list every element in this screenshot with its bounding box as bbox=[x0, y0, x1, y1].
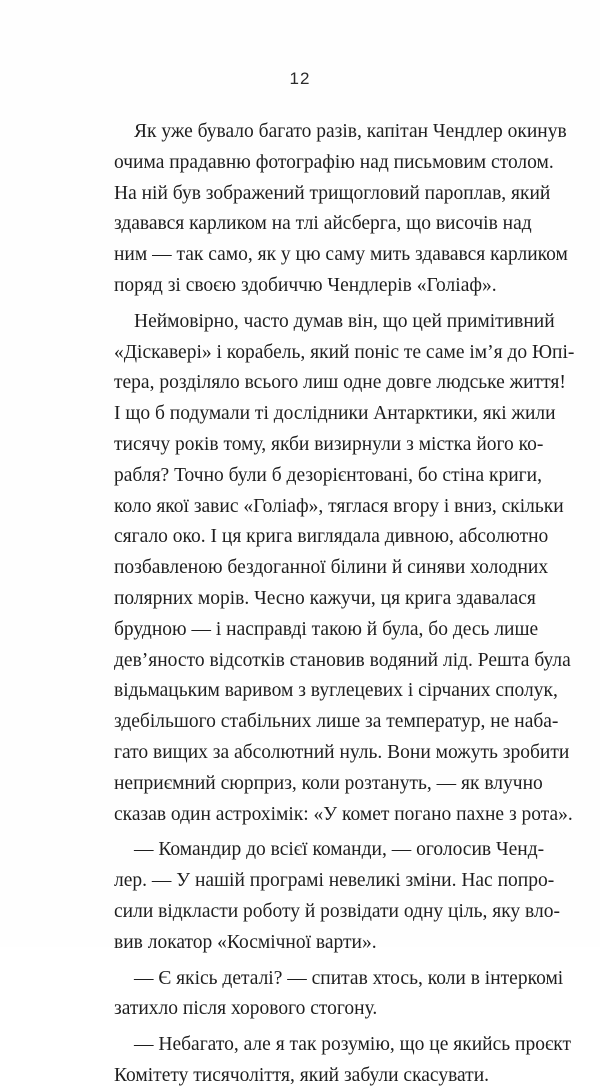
text-line: — Є якісь деталі? — спитав хтось, коли в інтеркомі bbox=[134, 967, 564, 989]
paragraph bbox=[114, 117, 568, 302]
text-line: гато вищих за абсолютний нуль. Вони можуть зробити bbox=[114, 741, 570, 763]
text-line: коло якої завис «Голіаф», тяглася вгору і вниз, скільки bbox=[114, 495, 564, 517]
page-number: 12 bbox=[289, 69, 311, 88]
text-line: брудною — і насправді такою й була, бо десь лише bbox=[114, 618, 539, 640]
paragraph bbox=[114, 1030, 572, 1092]
text-line: затихло після хорового стогону. bbox=[114, 998, 378, 1020]
text-line: очима прадавню фотографію над письмовим столом. bbox=[114, 151, 554, 173]
text-line: Як уже бувало багато разів, капітан Чендлер окинув bbox=[134, 121, 567, 142]
paragraph bbox=[114, 835, 560, 958]
text-line: Неймовірно, часто думав він, що цей примітивний bbox=[134, 310, 555, 332]
paragraph bbox=[114, 964, 564, 1026]
text-line: — Командир до всієї команди, — оголосив Ченд- bbox=[134, 839, 545, 861]
text-line: рабля? Точно були б дезорієнтовані, бо стіна криги, bbox=[114, 464, 542, 486]
text-line: поряд зі своєю здобиччю Чендлерів «Голіаф». bbox=[114, 274, 497, 296]
text-line: полярних морів. Чесно кажучи, ця крига здавалася bbox=[114, 587, 536, 609]
body-text bbox=[114, 117, 575, 1092]
text-line: «Діскавері» і корабель, який поніс те саме ім’я до Юпі- bbox=[114, 341, 575, 363]
paragraph bbox=[114, 307, 575, 831]
text-line: — Небагато, але я так розумію, що це якийсь проєкт bbox=[134, 1034, 572, 1056]
text-line: здебільшого стабільних лише за температур, не наба- bbox=[114, 711, 559, 733]
text-line: І що б подумали ті дослідники Антарктики, які жили bbox=[114, 403, 556, 425]
text-line: сили відкласти роботу й розвідати одну ціль, яку вло- bbox=[114, 900, 560, 922]
text-line: сказав один астрохімік: «У комет погано пахне з рота». bbox=[114, 803, 573, 825]
text-line: сягало око. І ця крига виглядала дивною, абсолютно bbox=[114, 526, 549, 548]
text-line: ним — так само, як у цю саму мить здавався карликом bbox=[114, 244, 568, 266]
text-line: вив локатор «Космічної варти». bbox=[114, 931, 377, 953]
text-line: позбавленою бездоганної білини й синяви холодних bbox=[114, 557, 549, 579]
text-line: дев’яносто відсотків становив водяний лід. Решта була bbox=[114, 649, 571, 671]
text-line: тера, розділяло всього лиш одне довге людське життя! bbox=[114, 372, 566, 394]
text-line: неприємний сюрприз, коли розтануть, — як влучно bbox=[114, 772, 543, 794]
text-line: відьмацьким варивом з вуглецевих і сірчаних сполук, bbox=[114, 680, 558, 702]
text-line: тисячу років тому, якби визирнули з містка його ко- bbox=[114, 433, 544, 455]
text-line: Комітету тисячоліття, який забули скасувати. bbox=[114, 1064, 490, 1086]
text-line: лер. — У нашій програмі невеликі зміни. Нас попро- bbox=[114, 870, 555, 892]
text-line: На ній був зображений трищогловий пароплав, який bbox=[114, 182, 551, 204]
text-line: здавався карликом на тлі айсберга, що височів над bbox=[114, 213, 532, 235]
